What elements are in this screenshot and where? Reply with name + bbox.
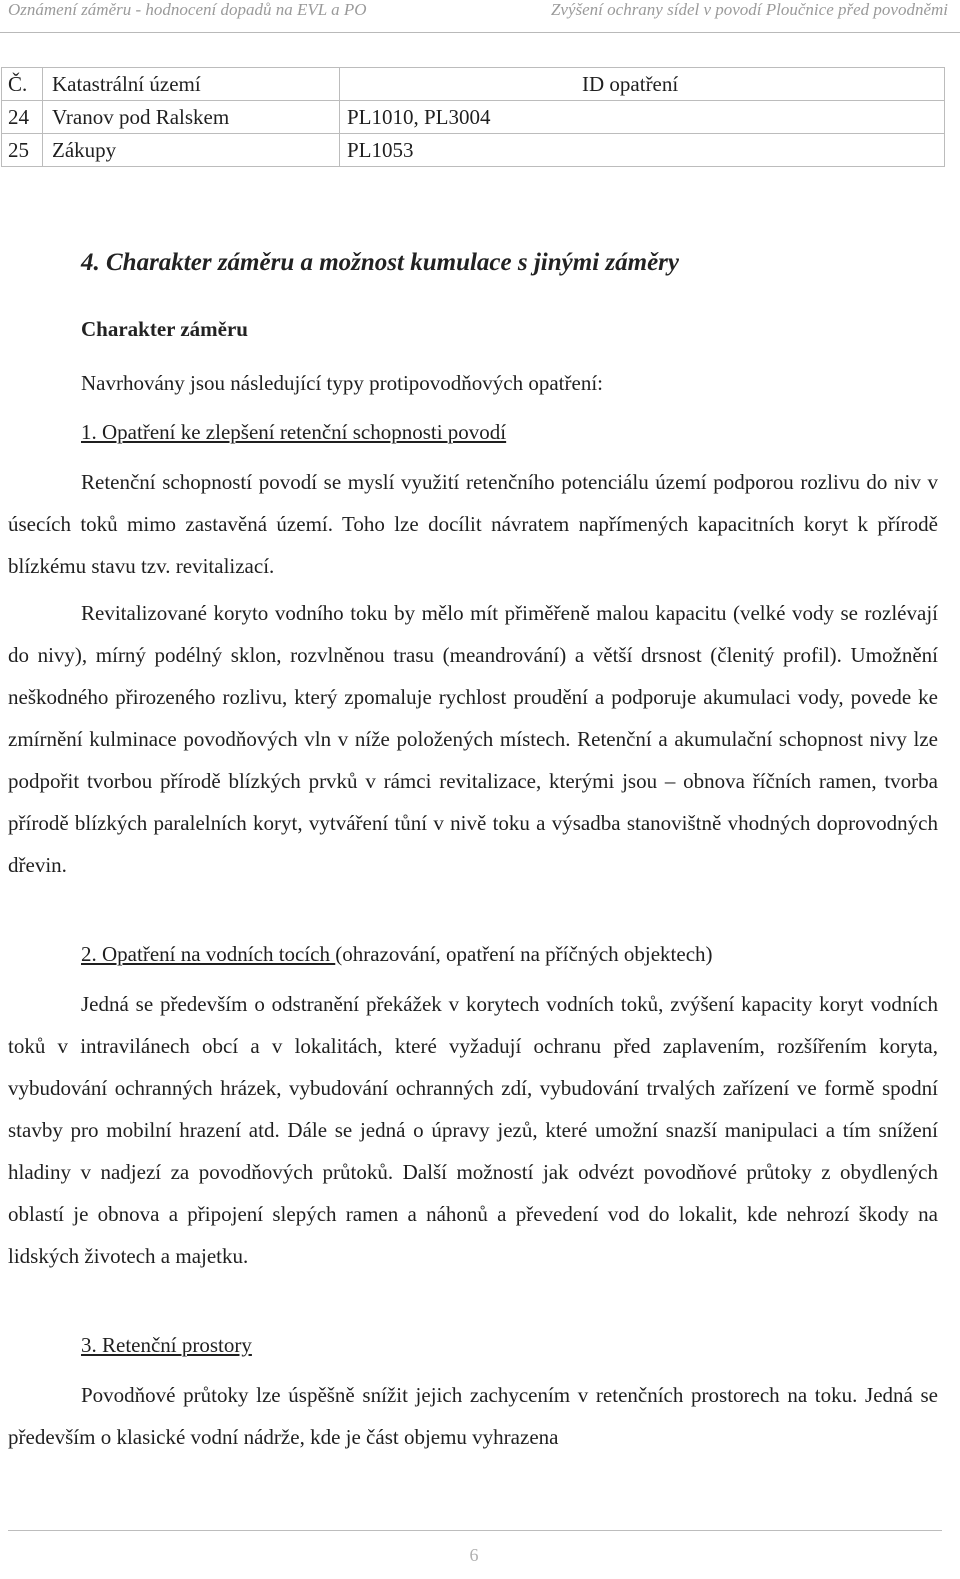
table-cell: Vranov pod Ralskem: [43, 101, 340, 134]
paragraph: Jedná se především o odstranění překážek v korytech vodních toků, zvýšení kapacity koryt vodních toků v intravilánech obcí a v lokalitách, které vyžadují ochranu před zaplavením, rozšířením koryta, vybudování ochranných hrázek, vybudování ochranných zdí, vybudování trvalých zařízení ve formě spodní stavby pro mobilní hrazení atd. Dále se jedná o úpravy jezů, které umožní snazší manipulaci a tím snížení hladiny v nadjezí za povodňových průtoků. Další možností jak odvézt povodňové průtoky z obydlených oblastí je obnova a připojení slepých ramen a náhonů a převedení vod do lokalit, kde nehrozí škody na lidských životech a majetku.: [8, 992, 938, 1268]
table-cell: PL1010, PL3004: [340, 101, 945, 134]
cadastral-table: [1, 67, 945, 167]
item-title-watercourses: [81, 942, 713, 967]
table-header-cell: Katastrální území: [43, 68, 340, 101]
item-title-text: 2. Opatření na vodních tocích: [81, 942, 336, 966]
table-row: [2, 101, 945, 134]
table-cell: Zákupy: [43, 134, 340, 167]
item-title-retention: [81, 420, 506, 445]
section-subheading: Charakter záměru: [81, 317, 248, 341]
paragraph: Povodňové průtoky lze úspěšně snížit jejich zachycením v retenčních prostorech na toku. Jedná se především o klasické vodní nádrže, kde je část objemu vyhrazena: [8, 1383, 938, 1449]
table-header-row: [2, 68, 945, 101]
table-header-cell: ID opatření: [340, 68, 945, 101]
table-cell: 25: [2, 134, 43, 167]
item-title-retention-spaces: [81, 1333, 252, 1358]
item-title-text: 1. Opatření ke zlepšení retenční schopnosti povodí: [81, 420, 507, 444]
table-header-cell: Č.: [2, 68, 43, 101]
table-cell: 24: [2, 101, 43, 134]
item-title-text: 3. Retenční prostory: [81, 1333, 252, 1357]
item-title-suffix: (ohrazování, opatření na příčných objektech): [335, 942, 713, 966]
page-number: 6: [469, 1545, 479, 1565]
header-left-title: Oznámení záměru - hodnocení dopadů na EVL a PO: [8, 0, 367, 19]
table-cell: PL1053: [340, 134, 945, 167]
page-header: [0, 0, 960, 33]
section-heading: 4. Charakter záměru a možnost kumulace s jinými záměry: [81, 249, 679, 276]
intro-text: Navrhovány jsou následující typy protipovodňových opatření:: [81, 371, 603, 395]
paragraph: Retenční schopností povodí se myslí využití retenčního potenciálu území podporou rozlivu do niv v úsecích toků mimo zastavěná území. Toho lze docílit návratem napřímených kapacitních koryt k přírodě blízkému stavu tzv. revitalizací.: [8, 470, 938, 578]
header-right-title: Zvýšení ochrany sídel v povodí Ploučnice před povodněmi: [550, 0, 948, 19]
table-row: [2, 134, 945, 167]
paragraph: Revitalizované koryto vodního toku by mělo mít přiměřeně malou kapacitu (velké vody se rozlévají do nivy), mírný podélný sklon, rozvlněnou trasu (meandrování) a větší drsnost (členitý profil). Umožnění neškodného přirozeného rozlivu, který zpomaluje rychlost proudění a podporuje akumulaci vody, povede ke zmírnění kulminace povodňových vln v níže položených místech. Retenční a akumulační schopnost nivy lze podpořit tvorbou přírodě blízkých prvků v rámci revitalizace, kterými jsou – obnova říčních ramen, tvorba přírodě blízkých paralelních koryt, vytváření tůní v nivě toku a výsadba stanovištně vhodných doprovodných dřevin.: [8, 601, 938, 877]
footer-divider: [8, 1530, 942, 1531]
